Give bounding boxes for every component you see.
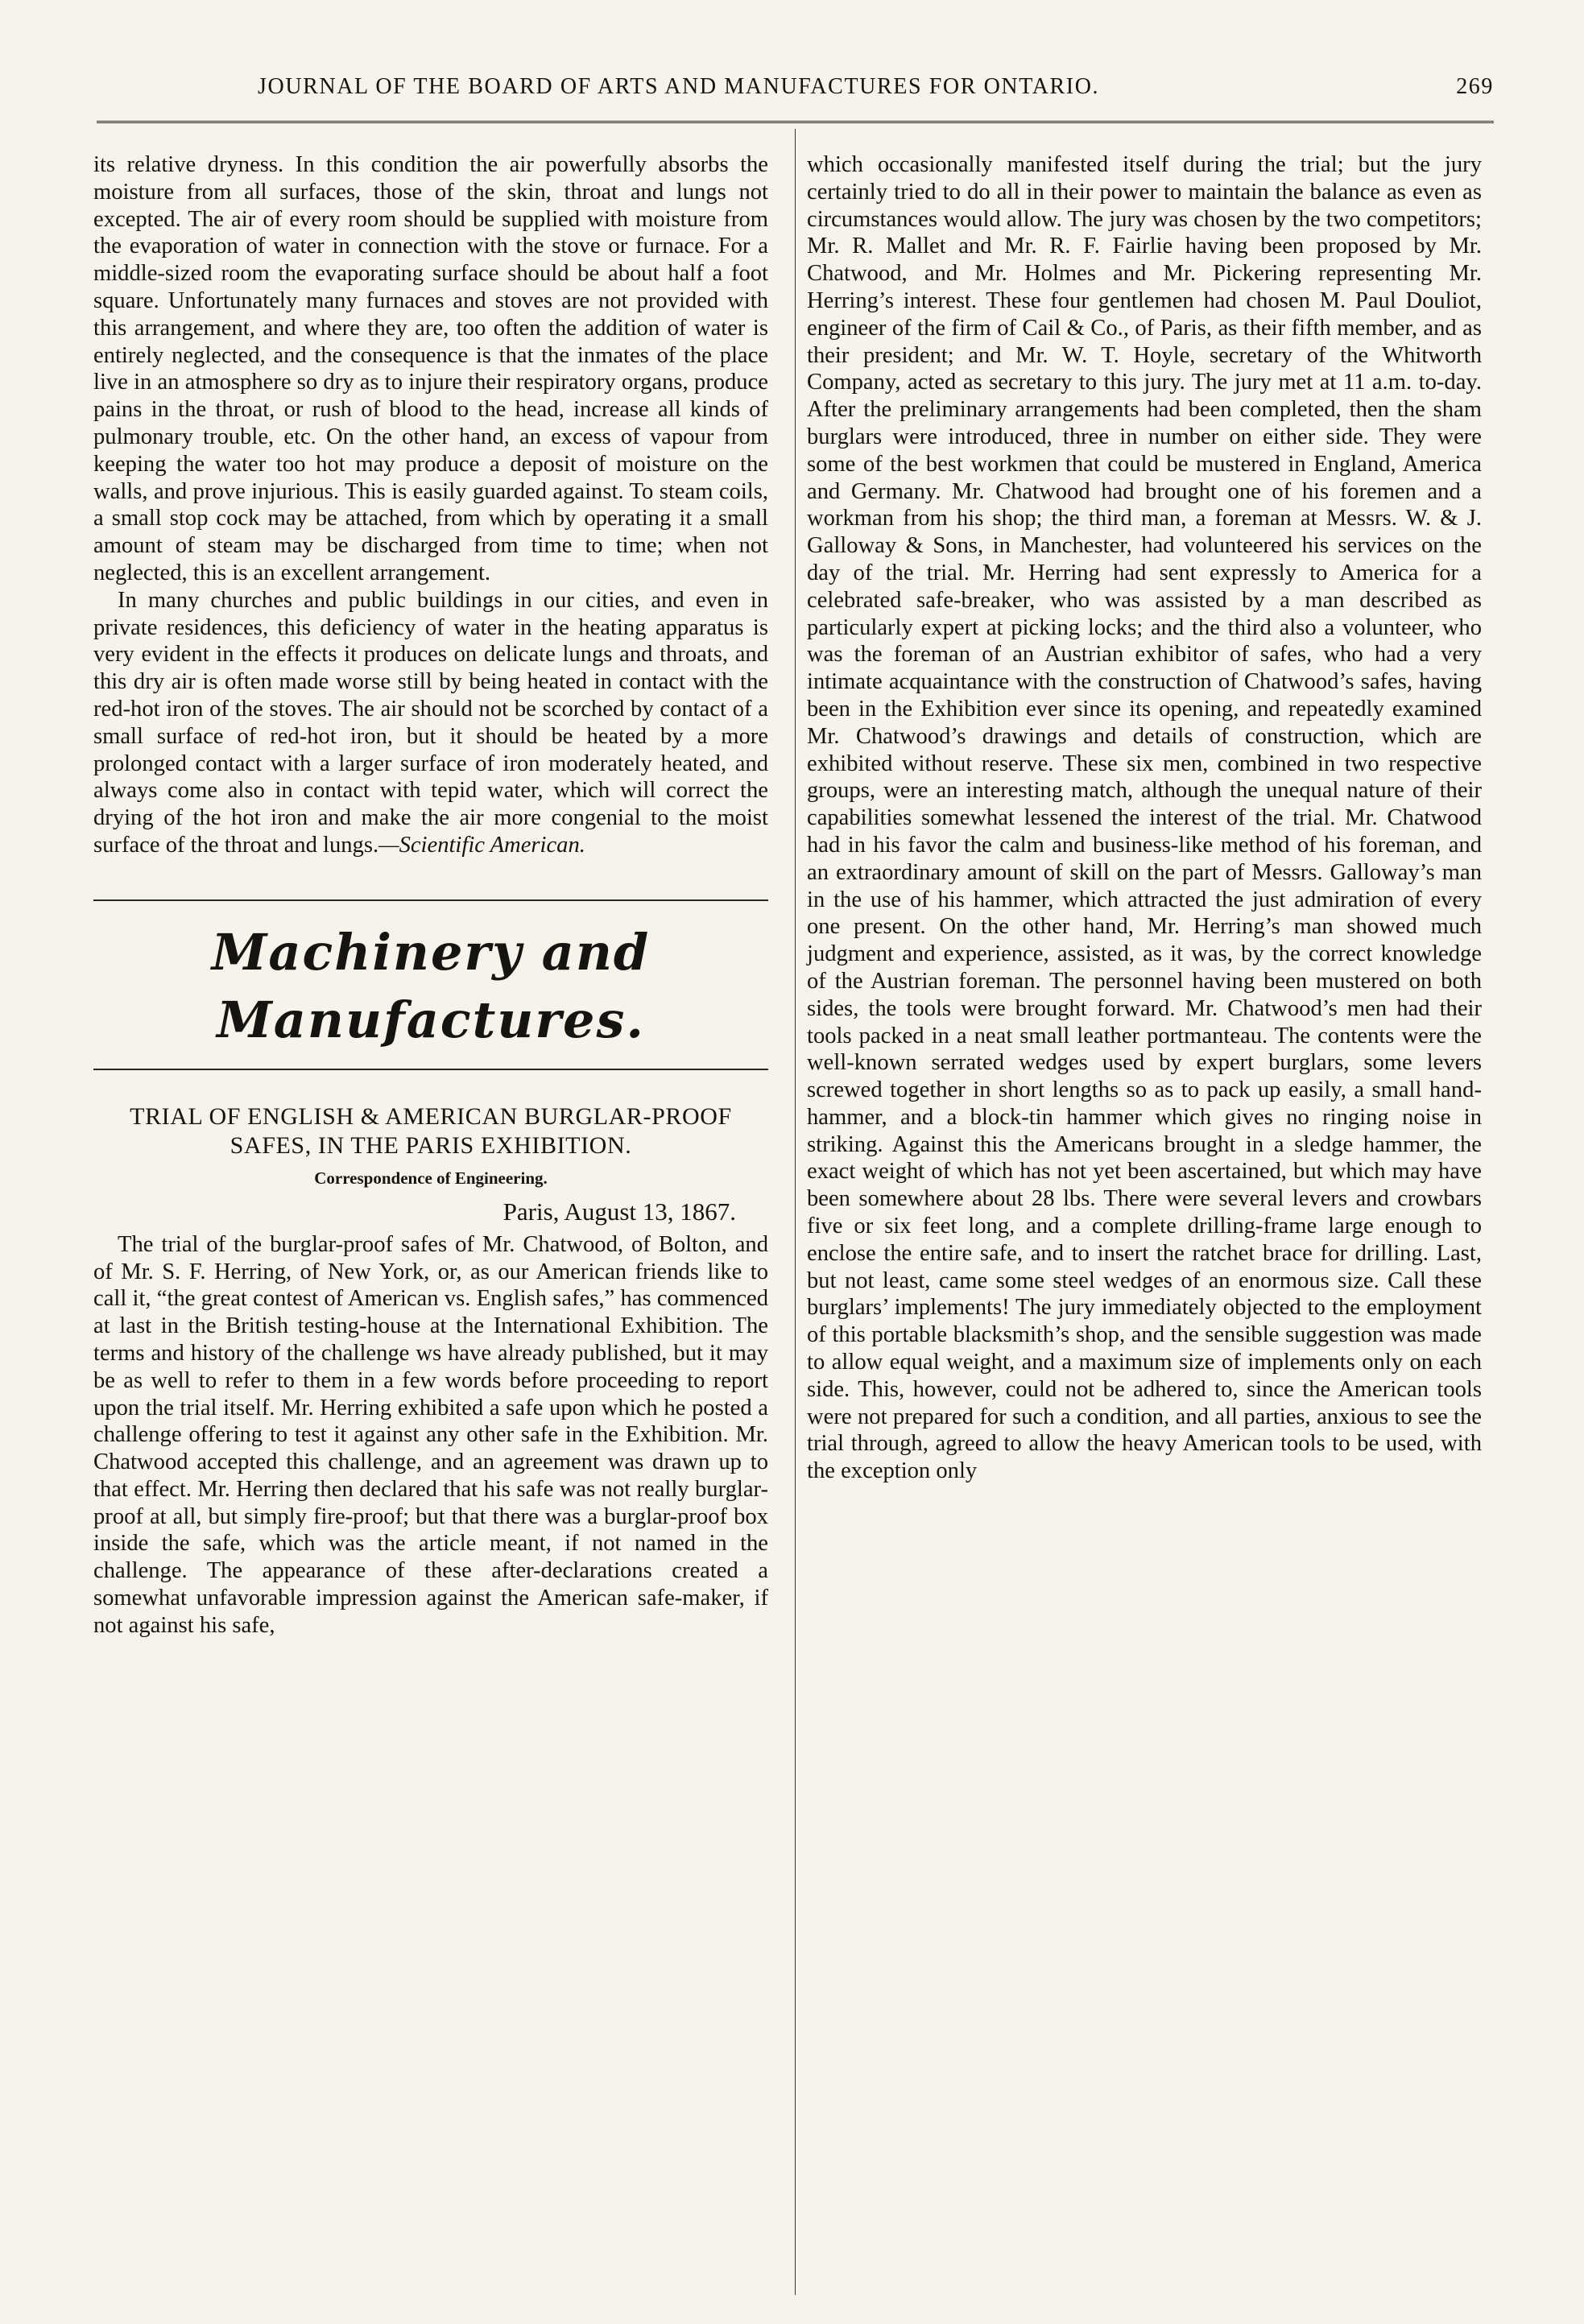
paragraph: its relative dryness. In this condition the air powerfully absorbs the moisture from all surfaces, those of the skin, throat and lungs not excepted. The air of every room should be supplied with moisture from the evaporation of water in connection with the stove or furnace. For a middle-sized room the evaporating surface should be about half a foot square. Unfortunately many furnaces and stoves are not provided with this arrangement, and where they are, too often the addition of water is entirely neglected, and the consequence is that the inmates of the place live in an atmosphere so dry as to injure their respiratory organs, produce pains in the throat, or rush of blood to the head, increase all kinds of pulmonary trouble, etc. On the other hand, an excess of vapour from keeping the water too hot may produce a deposit of moisture on the walls, and prove injurious. This is easily guarded against. To steam coils, a small stop cock may be attached, from which by operating it a small amount of steam may be discharged from time to time; when not neglected, this is an excellent arrangement. — [93, 152, 768, 585]
header-rule — [97, 121, 1494, 123]
section-title: Machinery and Manufactures. — [211, 922, 651, 1049]
running-head — [97, 74, 1494, 114]
correspondence-credit: Correspondence of Engineering. — [314, 1168, 548, 1188]
running-title: JOURNAL OF THE BOARD OF ARTS AND MANUFACTURES FOR ONTARIO. — [258, 74, 1100, 99]
section-rule-top — [93, 899, 768, 901]
left-column — [93, 151, 768, 1640]
page-number: 269 — [1456, 74, 1494, 99]
column-divider — [795, 129, 796, 2295]
dateline: Paris, August 13, 1867. — [502, 1197, 736, 1226]
article-heading: TRIAL OF ENGLISH & AMERICAN BURGLAR-PROOF SAFES, IN THE PARIS EXHIBITION. — [130, 1102, 732, 1159]
paragraph: The trial of the burglar-proof safes of Mr. Chatwood, of Bolton, and of Mr. S. F. Herring, of New York, or, as our American friends like to call it, “the great contest of American vs. English safes,” has commenced at last in the British testing-house at the International Exhibition. The terms and history of the challenge ws have already published, but it may be as well to refer to them in a few words before proceeding to report upon the trial itself. Mr. Herring exhibited a safe upon which he posted a challenge offering to test it against any other safe in the Exhibition. Mr. Chatwood accepted this challenge, and an agreement was drawn up to that effect. Mr. Herring then declared that his safe was not really burglar-proof at all, but simply fire-proof; but that there was a burglar-proof box inside the safe, which was the article meant, if not named in the challenge. The appearance of these after-declarations created a somewhat unfavorable impression against the American safe-maker, if not against his safe, — [93, 1231, 768, 1638]
right-column — [807, 151, 1482, 1485]
paragraph: which occasionally manifested itself during the trial; but the jury certainly tried to do all in their power to maintain the balance as even as circumstances would allow. The jury was chosen by the two competitors; Mr. R. Mallet and Mr. R. F. Fairlie having been proposed by Mr. Chatwood, and Mr. Holmes and Mr. Pickering representing Mr. Herring’s interest. These four gentlemen had chosen M. Paul Douliot, engineer of the firm of Cail & Co., of Paris, as their fifth member, and as their president; and Mr. W. T. Hoyle, secretary of the Whitworth Company, acted as secretary to this jury. The jury met at 11 a.m. to-day. After the preliminary arrangements had been completed, then the sham burglars were introduced, three in number on either side. They were some of the best workmen that could be mustered in England, America and Germany. Mr. Chatwood had brought one of his foremen and a workman from his shop; the third man, a foreman at Messrs. W. & J. Galloway & Sons, in Manchester, had volunteered his services on the day of the trial. Mr. Herring had sent expressly to America for a celebrated safe-breaker, who was assisted by a man described as particularly expert at picking locks; and the third also a volunteer, who was the foreman of an Austrian exhibitor of safes, who had a very intimate acquaintance with the construction of Chatwood’s safes, having been in the Exhibition ever since its opening, and repeatedly examined Mr. Chatwood’s drawings and details of construction, which are exhibited without reserve. These six men, combined in two respective groups, were an interesting match, although the unequal nature of their capabilities somewhat lessened the interest of the trial. Mr. Chatwood had in his favor the calm and business-like method of his foreman, and an extraordinary amount of skill on the part of Messrs. Galloway’s man in the use of his hammer, which attracted the just admiration of every one present. On the other hand, Mr. Herring’s man showed much judgment and experience, assisted, as it was, by the correct knowledge of the Austrian foreman. The personnel having been mustered on both sides, the tools were brought forward. Mr. Chatwood’s men had their tools packed in a neat small leather portmanteau. The contents were the well-known serrated wedges used by expert burglars, some levers screwed together in short lengths so as to pack up easily, a small hand-hammer, and a block-tin hammer which gives no ringing noise in striking. Against this the Americans brought in a sledge hammer, the exact weight of which has not yet been ascertained, but which may have been somewhere about 28 lbs. There were several levers and crowbars five or six feet long, and a complete drilling-frame large enough to enclose the entire safe, and to insert the ratchet brace for drilling. Last, but not least, came some steel wedges of an enormous size. Call these burglars’ implements! The jury immediately objected to the employment of this portable blacksmith’s shop, and the sensible suggestion was made to allow equal weight, and a maximum size of implements only on each side. This, however, could not be adhered to, since the American tools were not prepared for such a condition, and all parties, anxious to see the trial through, agreed to allow the heavy American tools to be used, with the exception only — [807, 152, 1482, 1484]
paragraph — [93, 587, 768, 859]
paragraph-text: In many churches and public buildings in our cities, and even in private residences, this deficiency of water in the heating apparatus is very evident in the effects it produces on delicate lungs and throats, and this dry air is often made worse still by being heated in contact with the red-hot iron of the stoves. The air should not be scorched by contact of a small surface of red-hot iron, but it should be heated by a more prolonged contact with a larger surface of iron moderately heated, and always come also in contact with tepid water, which will correct the drying of the hot iron and make the air more congenial to the moist surface of the throat and lungs. — [93, 587, 768, 858]
source-credit: —Scientific American. — [378, 832, 585, 858]
